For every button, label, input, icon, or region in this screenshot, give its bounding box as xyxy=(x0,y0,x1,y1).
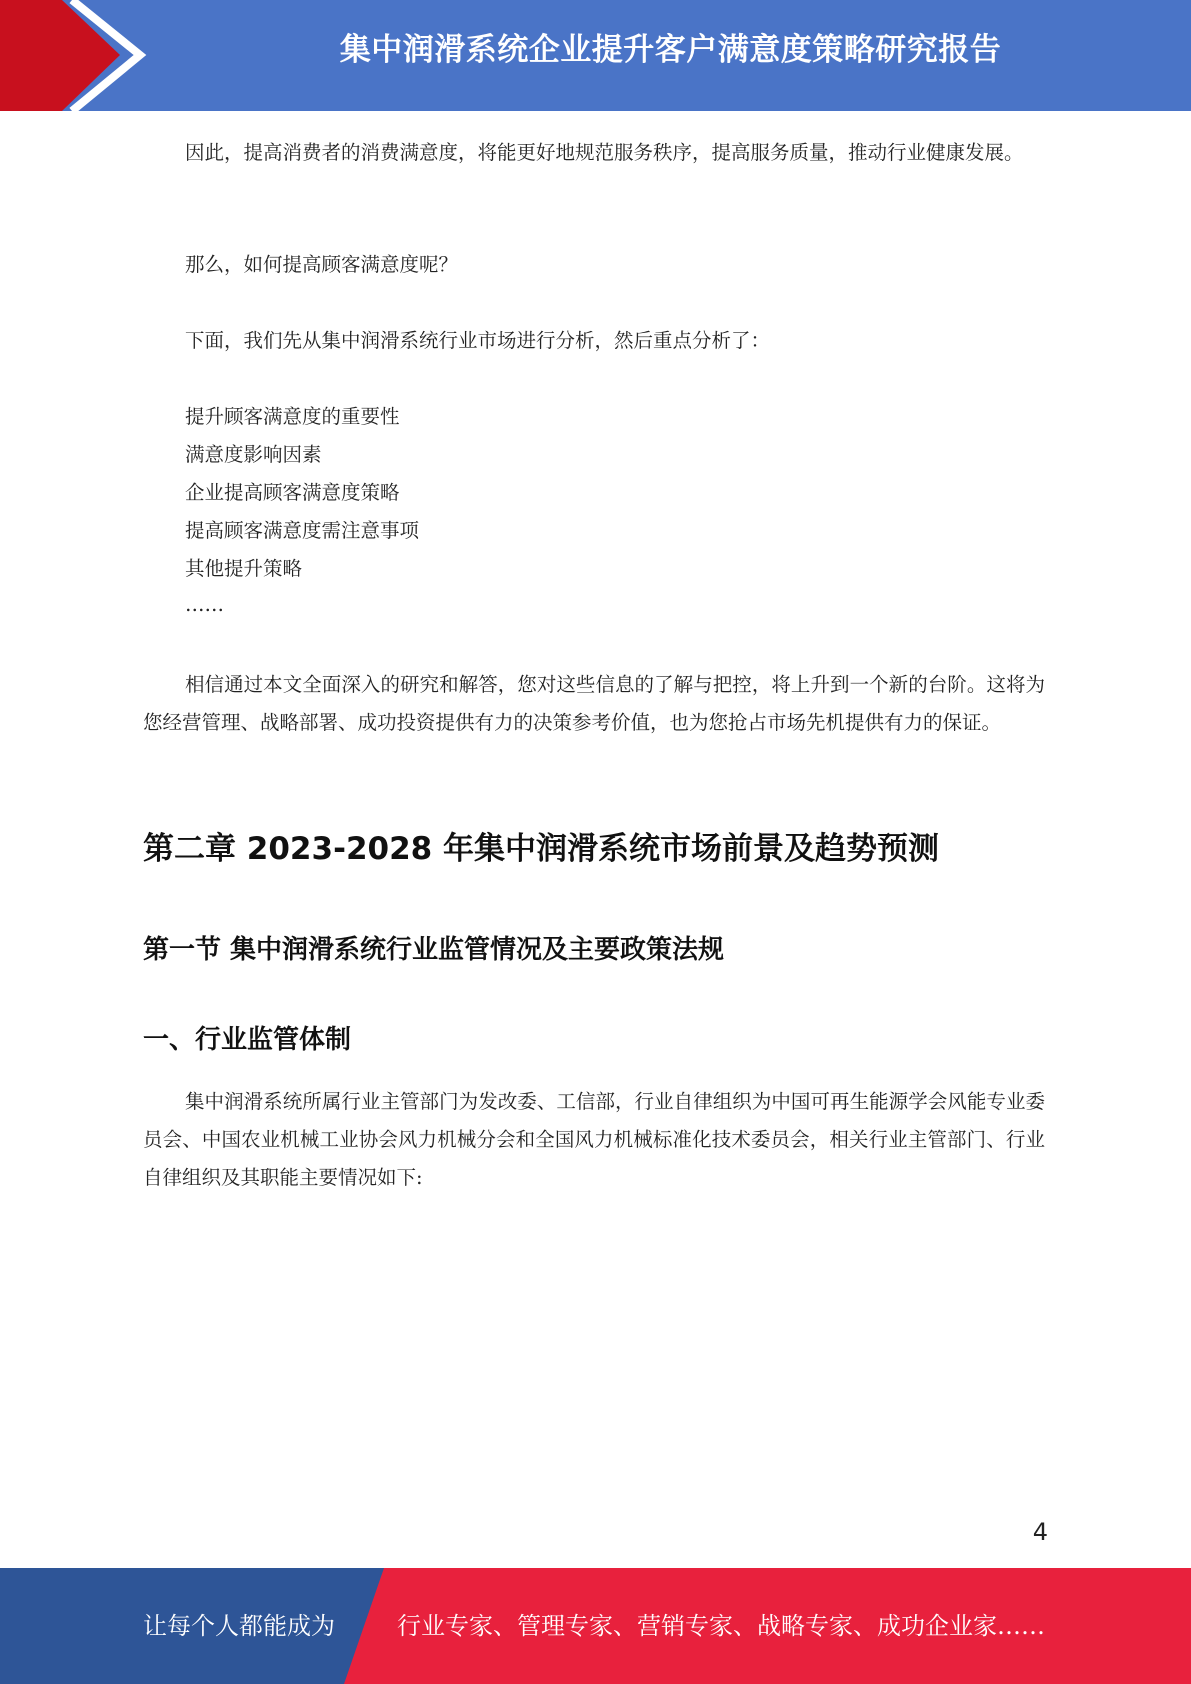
conclusion-paragraph: 相信通过本文全面深入的研究和解答，您对这些信息的了解与把控，将上升到一个新的台阶。这将为您经营管理、战略部署、成功投资提供有力的决策参考价值，也为您抢占市场先机提供有力的保证。 xyxy=(143,673,1045,734)
red-chevron-shape xyxy=(0,0,120,111)
report-title: 集中润滑系统企业提升客户满意度策略研究报告 xyxy=(339,32,1002,68)
intro-paragraph: 因此，提高消费者的消费满意度，将能更好地规范服务秩序，提高服务质量，推动行业健康发展。 xyxy=(185,141,1024,164)
footer-band xyxy=(0,1568,1191,1684)
header-band xyxy=(0,0,1191,111)
list-item: 其他提升策略 xyxy=(185,557,303,580)
list-item: 满意度影响因素 xyxy=(185,443,322,466)
question-paragraph: 那么，如何提高顾客满意度呢？ xyxy=(185,253,459,276)
analysis-intro-paragraph: 下面，我们先从集中润滑系统行业市场进行分析，然后重点分析了： xyxy=(185,329,771,352)
list-item: 企业提高顾客满意度策略 xyxy=(185,481,400,504)
list-item: 提高顾客满意度需注意事项 xyxy=(185,519,420,542)
page-number: 4 xyxy=(1032,1518,1048,1546)
header-chevron-decoration xyxy=(0,0,160,111)
chapter-heading: 第二章 2023-2028 年集中润滑系统市场前景及趋势预测 xyxy=(143,831,940,867)
footer-slogan-right: 行业专家、管理专家、营销专家、战略专家、成功企业家…… xyxy=(397,1612,1045,1640)
list-item: …… xyxy=(185,593,224,616)
regulation-paragraph: 集中润滑系统所属行业主管部门为发改委、工信部，行业自律组织为中国可再生能源学会风能专业委员会、中国农业机械工业协会风力机械分会和全国风力机械标准化技术委员会，相关行业主管部门、行业自律组织及其职能主要情况如下: xyxy=(143,1090,1045,1189)
subsection-heading: 一、行业监管体制 xyxy=(143,1025,352,1055)
list-item: 提升顾客满意度的重要性 xyxy=(185,405,400,428)
section-heading: 第一节 集中润滑系统行业监管情况及主要政策法规 xyxy=(143,935,725,965)
footer-slogan-left: 让每个人都能成为 xyxy=(143,1612,335,1640)
